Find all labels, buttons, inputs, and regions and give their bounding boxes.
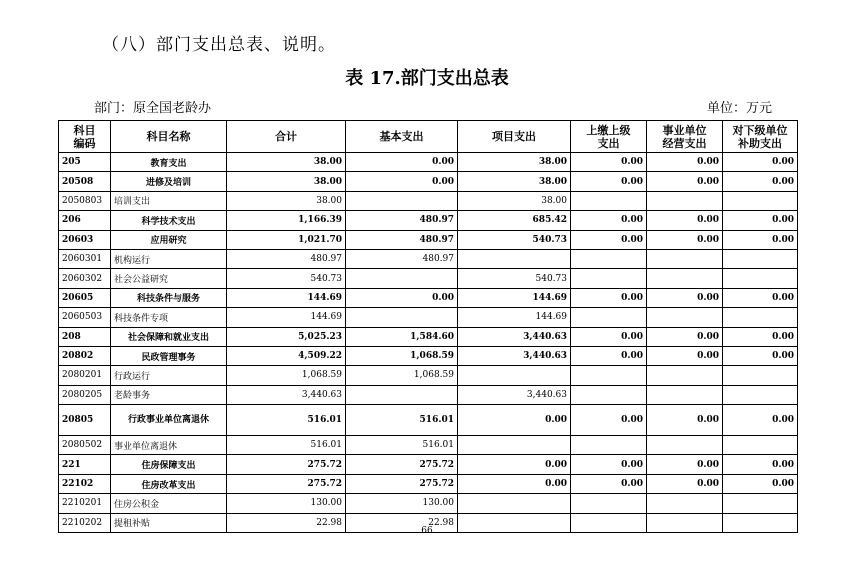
row-subsidy <box>723 366 798 385</box>
table-header-row <box>59 121 798 153</box>
row-subsidy: 0.00 <box>723 327 798 346</box>
row-business: 0.00 <box>647 172 723 191</box>
row-basic <box>346 308 458 327</box>
row-project: 38.00 <box>458 191 571 210</box>
row-subsidy <box>723 308 798 327</box>
table-row <box>59 269 798 288</box>
row-name: 培训支出 <box>111 191 227 210</box>
row-total: 38.00 <box>227 153 346 172</box>
row-basic: 275.72 <box>346 455 458 474</box>
row-basic: 516.01 <box>346 405 458 436</box>
row-code: 20603 <box>59 230 111 249</box>
row-basic: 0.00 <box>346 153 458 172</box>
row-project: 3,440.63 <box>458 327 571 346</box>
table-row <box>59 474 798 493</box>
row-upper <box>571 494 647 513</box>
table-row <box>59 455 798 474</box>
row-business: 0.00 <box>647 153 723 172</box>
row-name: 住房保障支出 <box>111 455 227 474</box>
row-project <box>458 494 571 513</box>
row-business: 0.00 <box>647 288 723 307</box>
row-basic: 130.00 <box>346 494 458 513</box>
row-total: 480.97 <box>227 249 346 268</box>
expenditure-table <box>58 120 798 533</box>
department-label: 部门：原全国老龄办 <box>94 101 212 116</box>
row-total: 1,166.39 <box>227 211 346 230</box>
table-row <box>59 249 798 268</box>
row-business: 0.00 <box>647 474 723 493</box>
row-total: 275.72 <box>227 474 346 493</box>
row-code: 22102 <box>59 474 111 493</box>
row-name: 教育支出 <box>111 153 227 172</box>
row-basic: 480.97 <box>346 230 458 249</box>
row-business <box>647 494 723 513</box>
table-row <box>59 288 798 307</box>
row-code: 2080502 <box>59 436 111 455</box>
row-total: 38.00 <box>227 191 346 210</box>
row-code: 2210201 <box>59 494 111 513</box>
row-name: 进修及培训 <box>111 172 227 191</box>
row-name: 社会公益研究 <box>111 269 227 288</box>
row-name: 事业单位离退休 <box>111 436 227 455</box>
row-business <box>647 191 723 210</box>
row-total: 144.69 <box>227 308 346 327</box>
row-business: 0.00 <box>647 455 723 474</box>
row-total: 5,025.23 <box>227 327 346 346</box>
row-basic: 480.97 <box>346 211 458 230</box>
row-subsidy: 0.00 <box>723 288 798 307</box>
row-subsidy <box>723 269 798 288</box>
row-upper: 0.00 <box>571 153 647 172</box>
row-subsidy: 0.00 <box>723 230 798 249</box>
row-total: 144.69 <box>227 288 346 307</box>
row-code: 2060503 <box>59 308 111 327</box>
row-total: 22.98 <box>227 513 346 532</box>
row-business <box>647 385 723 404</box>
row-project: 540.73 <box>458 269 571 288</box>
row-subsidy: 0.00 <box>723 455 798 474</box>
row-business: 0.00 <box>647 211 723 230</box>
table-row <box>59 366 798 385</box>
row-upper: 0.00 <box>571 346 647 365</box>
row-code: 20508 <box>59 172 111 191</box>
row-business <box>647 269 723 288</box>
row-code: 2080205 <box>59 385 111 404</box>
row-total: 516.01 <box>227 405 346 436</box>
row-basic: 0.00 <box>346 172 458 191</box>
row-name: 行政事业单位离退休 <box>111 405 227 436</box>
row-basic: 275.72 <box>346 474 458 493</box>
row-code: 20802 <box>59 346 111 365</box>
row-basic: 1,068.59 <box>346 346 458 365</box>
header-code: 科目 编码 <box>59 121 111 153</box>
row-name: 老龄事务 <box>111 385 227 404</box>
row-code: 2060301 <box>59 249 111 268</box>
row-business <box>647 436 723 455</box>
row-upper: 0.00 <box>571 211 647 230</box>
table-row <box>59 191 798 210</box>
header-business: 事业单位 经营支出 <box>647 121 723 153</box>
row-project <box>458 249 571 268</box>
row-subsidy <box>723 436 798 455</box>
row-basic: 516.01 <box>346 436 458 455</box>
table-row <box>59 327 798 346</box>
table-row <box>59 436 798 455</box>
header-project: 项目支出 <box>458 121 571 153</box>
table-row <box>59 153 798 172</box>
row-subsidy: 0.00 <box>723 172 798 191</box>
row-basic: 480.97 <box>346 249 458 268</box>
header-total: 合计 <box>227 121 346 153</box>
row-upper <box>571 191 647 210</box>
header-upper: 上缴上级 支出 <box>571 121 647 153</box>
row-upper: 0.00 <box>571 474 647 493</box>
row-name: 科技条件与服务 <box>111 288 227 307</box>
unit-label: 单位：万元 <box>707 101 773 116</box>
row-project: 3,440.63 <box>458 346 571 365</box>
row-total: 4,509.22 <box>227 346 346 365</box>
row-basic <box>346 269 458 288</box>
row-code: 2210202 <box>59 513 111 532</box>
row-upper <box>571 436 647 455</box>
row-code: 205 <box>59 153 111 172</box>
table-row <box>59 405 798 436</box>
row-project: 0.00 <box>458 455 571 474</box>
row-project: 144.69 <box>458 288 571 307</box>
row-name: 应用研究 <box>111 230 227 249</box>
row-upper: 0.00 <box>571 288 647 307</box>
row-name: 住房公积金 <box>111 494 227 513</box>
row-subsidy <box>723 385 798 404</box>
row-code: 206 <box>59 211 111 230</box>
table-body <box>59 153 798 533</box>
row-name: 住房改革支出 <box>111 474 227 493</box>
row-business: 0.00 <box>647 327 723 346</box>
row-project <box>458 436 571 455</box>
row-total: 516.01 <box>227 436 346 455</box>
row-business <box>647 366 723 385</box>
row-subsidy <box>723 191 798 210</box>
row-subsidy: 0.00 <box>723 211 798 230</box>
table-row <box>59 211 798 230</box>
row-total: 1,021.70 <box>227 230 346 249</box>
row-upper: 0.00 <box>571 172 647 191</box>
row-business: 0.00 <box>647 346 723 365</box>
row-business: 0.00 <box>647 405 723 436</box>
table-row <box>59 308 798 327</box>
table-row <box>59 230 798 249</box>
row-upper: 0.00 <box>571 230 647 249</box>
row-code: 221 <box>59 455 111 474</box>
row-name: 机构运行 <box>111 249 227 268</box>
row-project: 38.00 <box>458 153 571 172</box>
table-row <box>59 494 798 513</box>
row-subsidy <box>723 494 798 513</box>
row-name: 行政运行 <box>111 366 227 385</box>
row-total: 275.72 <box>227 455 346 474</box>
section-heading: （八）部门支出总表、说明。 <box>102 35 336 55</box>
row-total: 1,068.59 <box>227 366 346 385</box>
table-row <box>59 385 798 404</box>
row-basic: 1,068.59 <box>346 366 458 385</box>
row-name: 科技条件专项 <box>111 308 227 327</box>
row-subsidy: 0.00 <box>723 405 798 436</box>
row-project: 0.00 <box>458 405 571 436</box>
row-code: 20805 <box>59 405 111 436</box>
row-upper <box>571 249 647 268</box>
row-name: 科学技术支出 <box>111 211 227 230</box>
row-project: 685.42 <box>458 211 571 230</box>
row-project <box>458 366 571 385</box>
row-subsidy: 0.00 <box>723 474 798 493</box>
row-name: 社会保障和就业支出 <box>111 327 227 346</box>
row-project: 38.00 <box>458 172 571 191</box>
row-business: 0.00 <box>647 230 723 249</box>
row-upper <box>571 385 647 404</box>
row-total: 38.00 <box>227 172 346 191</box>
row-upper: 0.00 <box>571 455 647 474</box>
row-total: 130.00 <box>227 494 346 513</box>
row-code: 2050803 <box>59 191 111 210</box>
table-row <box>59 172 798 191</box>
row-upper <box>571 269 647 288</box>
row-subsidy <box>723 249 798 268</box>
row-name: 提租补贴 <box>111 513 227 532</box>
row-basic <box>346 191 458 210</box>
row-basic <box>346 385 458 404</box>
row-basic: 1,584.60 <box>346 327 458 346</box>
row-basic: 22.98 <box>346 513 458 532</box>
header-basic: 基本支出 <box>346 121 458 153</box>
row-total: 540.73 <box>227 269 346 288</box>
row-basic: 0.00 <box>346 288 458 307</box>
header-name: 科目名称 <box>111 121 227 153</box>
row-upper <box>571 366 647 385</box>
row-upper: 0.00 <box>571 327 647 346</box>
row-business <box>647 249 723 268</box>
row-project: 3,440.63 <box>458 385 571 404</box>
row-name: 民政管理事务 <box>111 346 227 365</box>
table-title: 表 17.部门支出总表 <box>345 68 509 89</box>
header-subsidy: 对下级单位 补助支出 <box>723 121 798 153</box>
row-upper <box>571 308 647 327</box>
row-code: 2060302 <box>59 269 111 288</box>
row-subsidy: 0.00 <box>723 346 798 365</box>
row-project: 0.00 <box>458 474 571 493</box>
row-code: 2080201 <box>59 366 111 385</box>
row-code: 20605 <box>59 288 111 307</box>
row-project: 540.73 <box>458 230 571 249</box>
row-business <box>647 308 723 327</box>
table-row <box>59 346 798 365</box>
row-code: 208 <box>59 327 111 346</box>
row-upper: 0.00 <box>571 405 647 436</box>
row-project: 144.69 <box>458 308 571 327</box>
row-total: 3,440.63 <box>227 385 346 404</box>
row-subsidy: 0.00 <box>723 153 798 172</box>
page-number: 66 <box>421 526 433 536</box>
